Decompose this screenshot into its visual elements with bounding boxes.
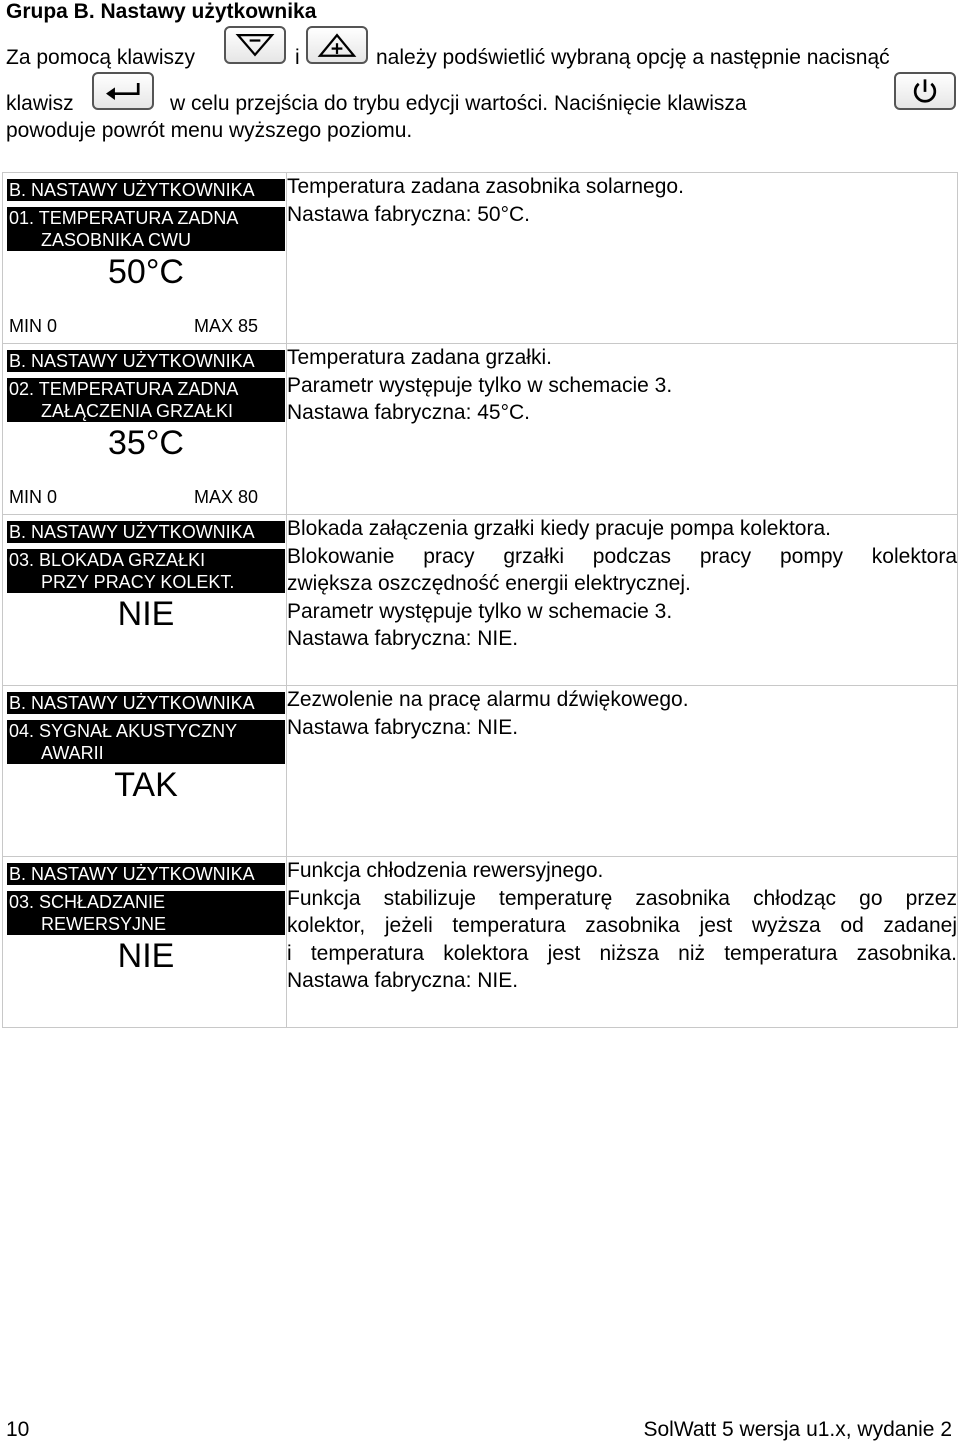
group-label: B. NASTAWY UŻYTKOWNIKA bbox=[7, 350, 285, 372]
desc-line: Blokowanie pracy grzałki podczas pracy pompy kolektora bbox=[287, 544, 957, 568]
display-panel bbox=[3, 344, 287, 515]
desc-line: Temperatura zadana zasobnika solarnego. bbox=[287, 175, 684, 198]
max-value: MAX 85 bbox=[194, 316, 259, 336]
param-description bbox=[287, 515, 958, 686]
desc-line: Parametr występuje tylko w schemacie 3. bbox=[287, 599, 673, 623]
desc-line: Nastawa fabryczna: NIE. bbox=[287, 715, 519, 739]
desc-line: Funkcja chłodzenia rewersyjnego. bbox=[287, 859, 604, 882]
enter-key-icon bbox=[92, 72, 154, 110]
intro-text-2: i bbox=[295, 46, 300, 69]
group-label: B. NASTAWY UŻYTKOWNIKA bbox=[7, 692, 285, 714]
parameters-table bbox=[2, 172, 958, 1028]
intro-text-1: Za pomocą klawiszy bbox=[6, 46, 196, 69]
table-row bbox=[3, 173, 958, 344]
desc-line: Nastawa fabryczna: 50°C. bbox=[287, 202, 531, 226]
group-label: B. NASTAWY UŻYTKOWNIKA bbox=[7, 863, 285, 885]
min-value: MIN 0 bbox=[9, 487, 58, 507]
param-name-line1: 04. SYGNAŁ AKUSTYCZNY bbox=[7, 720, 285, 742]
param-name-line1: 02. TEMPERATURA ZADNA bbox=[7, 378, 285, 400]
param-value: NIE bbox=[117, 937, 175, 975]
desc-line: zwiększa oszczędność energii elektrycznej. bbox=[287, 572, 691, 595]
desc-line: Nastawa fabryczna: NIE. bbox=[287, 969, 519, 992]
table-row bbox=[3, 857, 958, 1028]
down-arrow-key-icon bbox=[224, 26, 286, 64]
param-name-line1: 01. TEMPERATURA ZADNA bbox=[7, 207, 285, 229]
param-name-line2: ZASOBNIKA CWU bbox=[7, 229, 285, 251]
intro-text-3: należy podświetlić wybraną opcję a następnie nacisnąć bbox=[376, 46, 890, 69]
desc-line: Blokada załączenia grzałki kiedy pracuje pompa kolektora. bbox=[287, 517, 831, 540]
table-row bbox=[3, 515, 958, 686]
param-name-line2: REWERSYJNE bbox=[7, 913, 285, 935]
table-row bbox=[3, 344, 958, 515]
param-description bbox=[287, 857, 958, 1028]
display-panel bbox=[3, 857, 287, 1028]
min-value: MIN 0 bbox=[9, 316, 58, 336]
param-name-line2: PRZY PRACY KOLEKT. bbox=[7, 571, 285, 593]
display-panel bbox=[3, 173, 287, 344]
power-key-icon bbox=[894, 72, 956, 110]
display-panel bbox=[3, 686, 287, 857]
desc-line: i temperatura kolektora jest niższa niż temperatura zasobnika. bbox=[287, 941, 957, 965]
param-value: TAK bbox=[114, 766, 178, 804]
intro-text-5: w celu przejścia do trybu edycji wartości. Naciśnięcie klawisza bbox=[170, 92, 747, 115]
param-name-line1: 03. BLOKADA GRZAŁKI bbox=[7, 549, 285, 571]
page-number: 10 bbox=[6, 1418, 30, 1441]
param-description bbox=[287, 344, 958, 515]
param-value: 50°C bbox=[108, 253, 184, 291]
page-title: Grupa B. Nastawy użytkownika bbox=[6, 0, 317, 23]
desc-line: kolektor, jeżeli temperatura zasobnika jest wyższa od zadanej bbox=[287, 914, 957, 937]
desc-line: Parametr występuje tylko w schemacie 3. bbox=[287, 373, 673, 397]
desc-line: Funkcja stabilizuje temperaturę zasobnika chłodząc go przez bbox=[287, 886, 957, 910]
intro-text-6: powoduje powrót menu wyższego poziomu. bbox=[6, 119, 413, 142]
desc-line: Nastawa fabryczna: NIE. bbox=[287, 627, 519, 650]
intro-text-4: klawisz bbox=[6, 92, 74, 115]
desc-line: Temperatura zadana grzałki. bbox=[287, 346, 552, 369]
group-label: B. NASTAWY UŻYTKOWNIKA bbox=[7, 179, 285, 201]
param-name-line1: 03. SCHŁADZANIE bbox=[7, 891, 285, 913]
desc-line: Zezwolenie na pracę alarmu dźwiękowego. bbox=[287, 688, 689, 711]
param-value: NIE bbox=[117, 595, 175, 633]
param-description bbox=[287, 173, 958, 344]
table-row bbox=[3, 686, 958, 857]
max-value: MAX 80 bbox=[194, 487, 259, 507]
group-label: B. NASTAWY UŻYTKOWNIKA bbox=[7, 521, 285, 543]
display-panel bbox=[3, 515, 287, 686]
desc-line: Nastawa fabryczna: 45°C. bbox=[287, 401, 531, 424]
up-arrow-key-icon bbox=[306, 26, 368, 64]
param-value: 35°C bbox=[108, 424, 184, 462]
document-name: SolWatt 5 wersja u1.x, wydanie 2 bbox=[643, 1418, 952, 1441]
param-name-line2: ZAŁĄCZENIA GRZAŁKI bbox=[7, 400, 285, 422]
param-name-line2: AWARII bbox=[7, 742, 285, 764]
param-description bbox=[287, 686, 958, 857]
